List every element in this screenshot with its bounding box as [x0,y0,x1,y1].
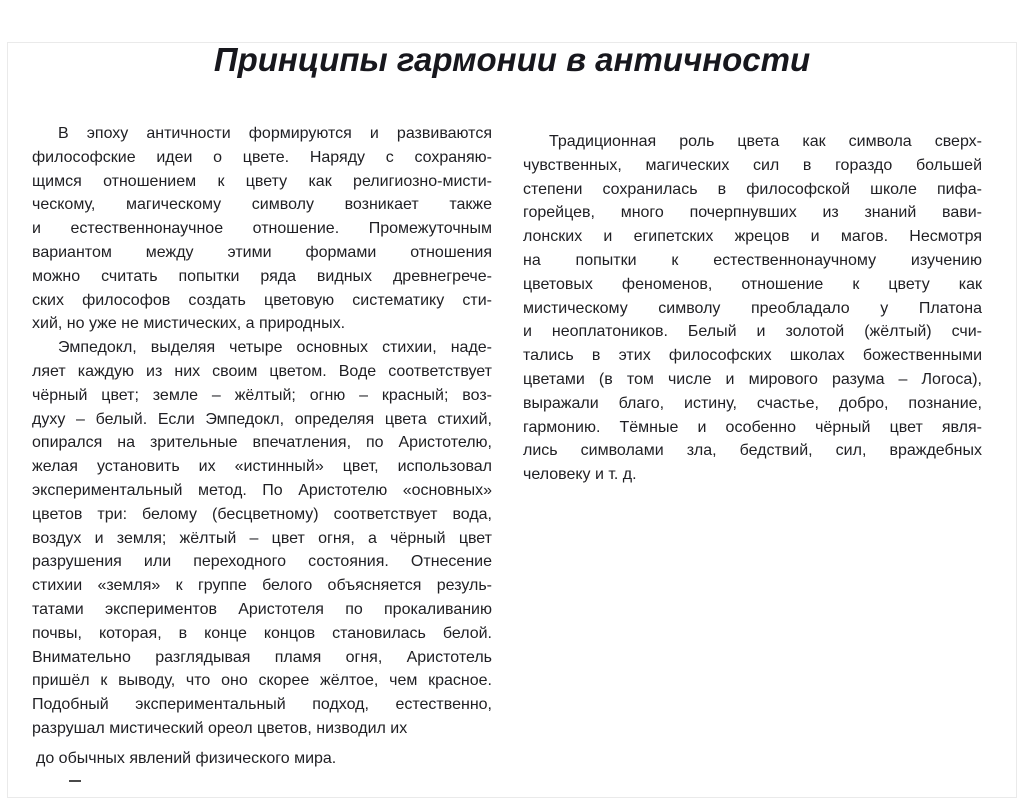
text-line: желая установить их «истинный» цвет, использовал [32,458,492,476]
text-line: В эпоху античности формируются и развиваются [58,125,492,142]
text-line: стихии «земля» к группе белого объясняется резуль- [32,577,492,595]
text-line: мистическому символу преобладало у Платона [523,299,982,317]
text-line: Подобный экспериментальный подход, естественно, [32,696,492,714]
text-line: лонских и египетских жрецов и магов. Несмотря [523,228,982,246]
text-line: хий, но уже не мистических, а природных. [32,315,346,333]
text-line: воздух и земля; жёлтый – цвет огня, а чёрный цвет [32,529,492,547]
text-line: выражали благо, истину, счастье, добро, познание, [523,394,982,412]
text-line: цветов три: белому (бесцветному) соответствует вода, [32,505,492,523]
text-line: Эмпедокл, выделяя четыре основных стихии, наде- [58,339,492,357]
left-column-paragraphs [32,122,492,741]
paragraph [32,336,492,741]
text-line: пришёл к выводу, что оно скорее жёлтое, чем красное. [32,672,492,690]
text-line: татами экспериментов Аристотеля по прокаливанию [32,600,492,618]
text-line: философские идеи о цвете. Наряду с сохраняю- [32,148,492,166]
text-line: почвы, которая, в конце концов становилась белой. [32,624,492,642]
text-line: Внимательно разглядывая пламя огня, Аристотель [32,648,492,666]
text-line: и неоплатоников. Белый и золотой (жёлтый) счи- [523,323,982,341]
paragraph [32,122,492,336]
slide-title: Принципы гармонии в античности [213,41,811,78]
text-line: щимся отношением к цвету как религиозно-мисти- [32,172,492,190]
text-line: чёрный цвет; земле – жёлтый; огню – красный; воз- [32,386,492,404]
text-line: степени сохранилась в философской школе пифа- [523,180,982,198]
text-line: лись символами зла, бедствий, сил, враждебных [523,442,982,460]
text-line: духу – белый. Если Эмпедокл, определяя цвета стихий, [32,410,492,428]
text-line: ляет каждую из них своим цветом. Воде соответствует [32,362,492,380]
text-line: Традиционная роль цвета как символа сверх- [549,133,982,150]
text-line: разрушал мистический ореол цветов, низводил их [32,719,408,737]
text-line: ческому, магическому символу возникает также [32,196,492,214]
text-line: экспериментальный метод. По Аристотелю «основных» [32,481,492,499]
text-line: разрушения или переходного состояния. Отнесение [32,553,492,571]
right-column-paragraphs [523,130,982,487]
dash-mark [69,780,81,782]
text-line: вариантом между этими формами отношения [32,243,492,261]
closing-line: до обычных явлений физического мира. [36,749,337,767]
text-line: можно считать попытки ряда видных древнегрече- [32,267,492,285]
right-text-column [523,122,982,782]
text-line: гармонию. Тёмные и особенно чёрный цвет явля- [523,418,982,436]
text-columns [32,122,982,782]
text-line: горейцев, много почерпнувших из знаний вави- [523,204,982,222]
paragraph [523,130,982,487]
text-line: чувственных, магических сил в гораздо большей [523,156,982,174]
text-line: опирался на зрительные впечатления, по Аристотелю, [32,434,492,452]
text-line: цветами (в том числе и мирового разума – Логоса), [523,370,982,388]
text-line: цветовых феноменов, отношение к цвету как [523,275,982,293]
text-line: человеку и т. д. [523,466,637,484]
text-line: тались в этих философских школах божественными [523,347,982,365]
left-text-column [32,122,492,782]
text-line: и естественнонаучное отношение. Промежуточным [32,220,492,238]
text-line: ских философов создать цветовую систематику сти- [32,291,492,309]
text-line: на попытки к естественнонаучному изучению [523,251,982,269]
